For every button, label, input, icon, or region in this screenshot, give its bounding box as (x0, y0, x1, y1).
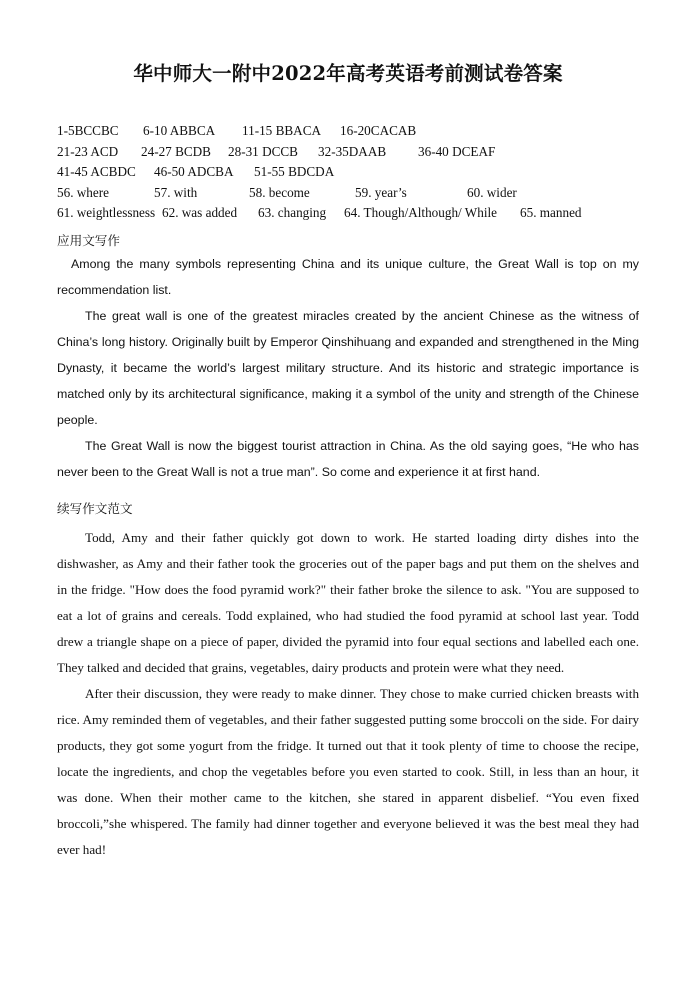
answer-group: 32-35DAAB (318, 143, 387, 159)
answer-group: 36-40 DCEAF (418, 143, 496, 159)
section-heading-continuation-writing: 续写作文范文 (57, 501, 133, 516)
answer-group: 51-55 BDCDA (254, 164, 335, 180)
answer-row (57, 203, 657, 224)
answer-row (57, 162, 657, 183)
essay-paragraph: The Great Wall is now the biggest tourist attraction in China. As the old saying goes, “He who has never been to the Great Wall is not a true man”. So come and experience it at first hand. (57, 439, 639, 479)
answer-group: 64. Though/Although/ While (344, 205, 497, 221)
answer-group: 16-20CACAB (340, 123, 417, 138)
story-paragraph: Todd, Amy and their father quickly got down to work. He started loading dirty dishes into the dishwasher, as Amy and their father took the groceries out of the paper bags and put them on the shelves and in the fridge. "How does the food pyramid work?" their father broke the silence to ask. "You are supposed to eat a lot of grains and cereals. Todd explained, who had studied the food pyramid at school last year. Todd drew a triangle shape on a piece of paper, divided the pyramid into four equal sections and labelled each one. They talked and decided that grains, vegetables, dairy products and protein were what they need. (57, 530, 639, 675)
answer-group: 65. manned (520, 205, 582, 221)
answer-row (57, 121, 657, 142)
answer-group: 1-5BCCBC (57, 123, 119, 138)
answer-group: 41-45 ACBDC (57, 164, 136, 180)
answer-group: 59. year’s (355, 184, 407, 200)
answer-row (57, 142, 657, 163)
answer-group: 46-50 ADCBA (154, 164, 234, 180)
practical-writing-essay (57, 251, 639, 485)
answer-group: 62. was added (162, 205, 238, 221)
answer-group: 61. weightlessness (57, 205, 156, 221)
essay-paragraph: The great wall is one of the greatest miracles created by the ancient Chinese as the witness of China’s long history. Originally built by Emperor Qinshihuang and expanded and strengthened in the Ming Dynasty, it became the world’s largest military structure. And its historic and strategic importance is matched only by its architectural significance, making it a symbol of the unity and strength of the Chinese people. (57, 309, 639, 427)
answer-group: 58. become (249, 184, 310, 200)
page-title: 华中师大一附中2022年高考英语考前测试卷答案 (133, 62, 563, 85)
story-paragraph: After their discussion, they were ready to make dinner. They chose to make curried chicken breasts with rice. Amy reminded them of vegetables, and their father suggested putting some broccoli on the side. For dairy products, they got some yogurt from the fridge. It turned out that it took plenty of time to choose the recipe, locate the ingredients, and chop the vegetables before you even started to cook. Still, in less than an hour, it was done. When their mother came to the kitchen, she stared in apparent disbelief. “You even fixed broccoli,”she whispered. The family had dinner together and everyone believed it was the best meal they had ever had! (57, 686, 639, 857)
answer-group: 56. where (57, 184, 109, 200)
answer-key (57, 121, 657, 224)
answer-row (57, 183, 657, 204)
answer-group: 63. changing (258, 205, 327, 221)
answer-group: 60. wider (467, 184, 517, 200)
essay-paragraph: Among the many symbols representing China and its unique culture, the Great Wall is top on my recommendation list. (57, 257, 639, 297)
continuation-writing-story (57, 525, 639, 863)
answer-group: 11-15 BBACA (242, 123, 322, 138)
answer-group: 21-23 ACD (57, 143, 119, 159)
section-heading-practical-writing: 应用文写作 (57, 233, 120, 248)
answer-group: 57. with (154, 184, 198, 200)
answer-group: 24-27 BCDB (141, 143, 211, 159)
answer-group: 6-10 ABBCA (143, 123, 216, 138)
answer-group: 28-31 DCCB (228, 143, 298, 159)
